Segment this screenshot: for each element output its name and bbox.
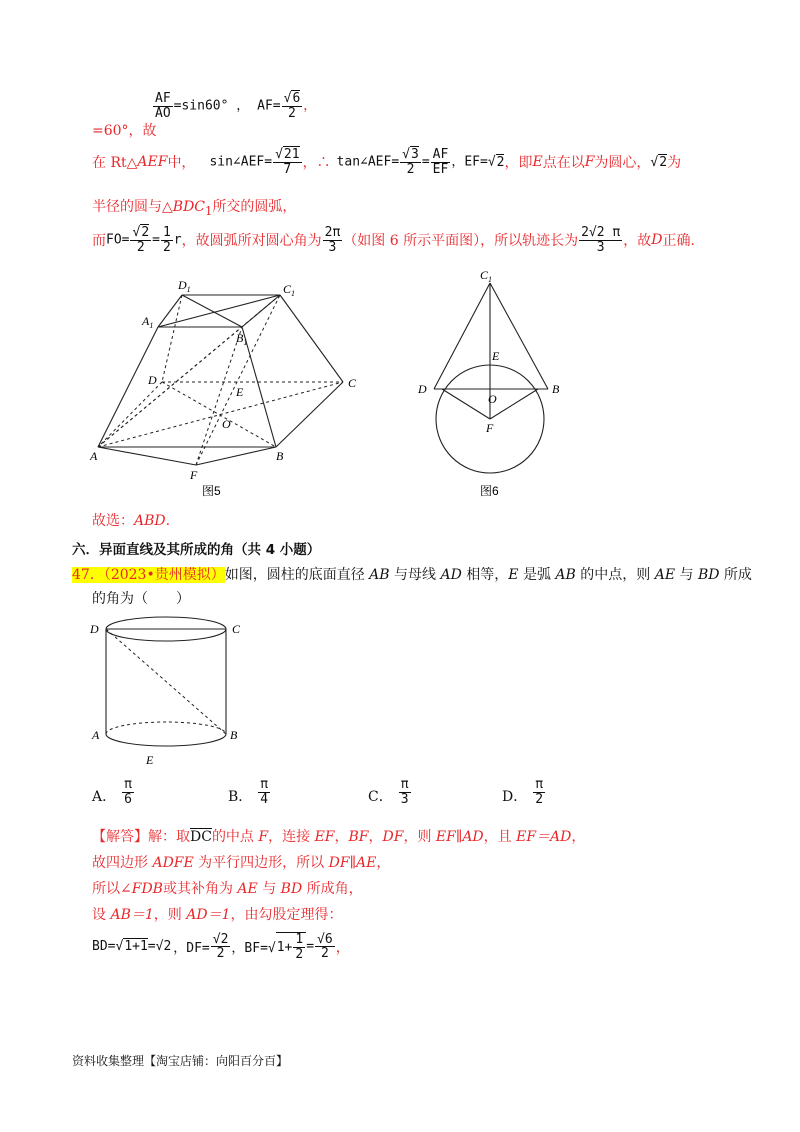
seven: 7 — [283, 161, 292, 177]
aef: AEF — [137, 154, 168, 171]
fig5-label-b: B — [276, 449, 284, 463]
fig6-label-e: E — [492, 349, 500, 363]
frac-den: AO — [155, 105, 171, 121]
r: r — [173, 232, 182, 248]
two-c: 2 — [659, 154, 668, 170]
after: ，即 — [504, 155, 533, 172]
text2: （如图 6 所示平面图），所以轨迹长为 — [343, 233, 579, 250]
solution-line-4: 设 AB＝1，则 AD＝1，由勾股定理得： — [92, 907, 343, 923]
frac-num: AF — [155, 91, 171, 106]
formula-line-5: 而 FO= $\frac{√2}{2}$ = $\frac{1}{2}$ r ，故圆弧所对圆心角为 $\frac{2\pi}{3}$ （如图 6 所示平面图），所以轨迹长为 $\frac{2√2 \pi}{3}$ ，故 D 正确. — [92, 225, 695, 255]
option-c[interactable]: C． $\frac{\pi}{3}$ — [368, 777, 409, 807]
cyl-label-a: A — [92, 728, 100, 742]
figure-6 — [410, 265, 580, 505]
fo: FO= — [106, 232, 130, 248]
f: F — [584, 154, 595, 171]
cyl-label-d: D — [90, 622, 99, 636]
fig6-label-d: D — [418, 382, 427, 396]
question-47: 47．（2023•贵州模拟）如图，圆柱的底面直径 AB 与母线 AD 相等，E 是弧 AB 的中点，则 AE 与 BD 所成 — [72, 567, 752, 583]
text3: ，故 — [623, 233, 652, 250]
three: 3 — [328, 239, 337, 255]
fig5-label-o: O — [222, 417, 231, 431]
fig6-label-c1: $C_1$ — [480, 268, 493, 284]
comma: ， — [236, 98, 250, 114]
two: 2 — [288, 105, 296, 121]
text4: 正确. — [662, 233, 695, 250]
fig6-caption: 图6 — [480, 484, 499, 498]
fig6-label-b: B — [552, 382, 560, 396]
er: 而 — [92, 233, 106, 250]
three: 3 — [411, 147, 419, 162]
fig5-label-a: A — [90, 449, 98, 463]
line-4: 半径的圆与$\triangle BDC_1$所交的圆弧， — [92, 199, 297, 218]
ef: EF — [432, 161, 449, 177]
half: = — [152, 232, 160, 248]
line-2: =60°，故 — [92, 123, 157, 139]
after4: 为 — [667, 155, 682, 172]
cyl-label-b: B — [230, 728, 238, 742]
sin-label: sin∠AEF= — [209, 154, 273, 170]
e: E — [532, 154, 543, 171]
af-eq: AF= — [257, 98, 281, 114]
option-b[interactable]: B． $\frac{\pi}{4}$ — [228, 777, 269, 807]
option-d[interactable]: D． $\frac{\pi}{2}$ — [502, 777, 544, 807]
after2: 点在以 — [542, 155, 585, 172]
twopi: 2π — [324, 225, 341, 240]
six: 6 — [292, 91, 301, 106]
cylinder-figure — [88, 610, 258, 775]
cyl-label-c: C — [232, 622, 241, 636]
den: 2 — [136, 239, 145, 255]
fig5-label-c1: $C_1$ — [283, 282, 296, 298]
solution-line-2: 故四边形 ADFE 为平行四边形，所以 DF∥AE， — [92, 855, 391, 871]
arc-dc: DC — [190, 829, 212, 845]
two: 2 — [406, 161, 415, 177]
fig5-label-d1: $D_1$ — [178, 278, 191, 294]
therefore: ，∴ — [302, 155, 331, 172]
twentyone: 21 — [283, 147, 300, 162]
section-title: 六．异面直线及其所成的角（共 4 小题） — [72, 542, 321, 558]
answer-line: 故选：ABD. — [92, 513, 171, 529]
two: 2 — [141, 225, 150, 240]
fig5-label-a1: $A_1$ — [142, 314, 154, 330]
question-number: 47．（2023•贵州模拟） — [72, 567, 225, 583]
cyl-label-e: E — [146, 753, 154, 767]
text: ，故圆弧所对圆心角为 — [181, 233, 322, 250]
fig6-label-o: O — [488, 392, 497, 406]
mid: 中， — [167, 155, 196, 172]
formula-line-1: $\frac{AF}{AO}$ =sin60° ， AF= $\frac{√6}{2}$ ， — [155, 91, 317, 121]
fig5-label-f: F — [190, 468, 198, 482]
len-num: 2√2 π — [581, 225, 621, 240]
rt-prefix: 在 Rt△ — [92, 155, 138, 172]
sin60: =sin60° — [173, 98, 229, 114]
den2: 2 — [162, 239, 171, 255]
solution-line-3: 所以∠FDB或其补角为 AE 与 BD 所成角， — [92, 881, 363, 897]
fig6-label-f: F — [486, 421, 494, 435]
fig5-label-e: E — [236, 385, 244, 399]
figure-5 — [80, 275, 380, 505]
fig5-label-c: C — [348, 376, 357, 390]
formula-line-3: 在 Rt△ AEF 中， sin∠AEF= $\frac{√21}{7}$ ，∴ tan∠AEF= $\frac{√3}{2}$ = $\frac{AF}{EF}$ ，EF=√2 ，即 E 点在以 F 为圆心， √2 为 — [92, 147, 682, 177]
fig5-label-b1: $B_1$ — [236, 331, 248, 347]
after3: 为圆心， — [594, 155, 651, 172]
tail: ， — [303, 98, 317, 114]
solution-formula: BD=√1+1=√2 ，DF= $\frac{√2}{2}$ ，BF=√ 1+ $\frac{1}{2}$ = $\frac{√6}{2}$ ， — [92, 931, 350, 962]
fig5-label-d: D — [148, 373, 157, 387]
two-b: 2 — [496, 154, 505, 170]
one: 1 — [162, 225, 171, 240]
d: D — [651, 232, 663, 249]
option-a[interactable]: A． $\frac{\pi}{6}$ — [92, 777, 132, 807]
solution-line-1: 【解答】解：取DC的中点 F，连接 EF，BF，DF，则 EF∥AD，且 EF＝AD， — [92, 829, 586, 845]
af: AF — [432, 147, 449, 162]
footer: 资料收集整理【淘宝店铺：向阳百分百】 — [72, 1054, 289, 1068]
question-47-line2: 的角为（ ） — [92, 591, 190, 607]
tan-label: tan∠AEF= — [336, 154, 400, 170]
len-den: 3 — [596, 239, 605, 255]
fig5-caption: 图5 — [202, 484, 221, 498]
ef-eq: EF= — [464, 154, 488, 170]
